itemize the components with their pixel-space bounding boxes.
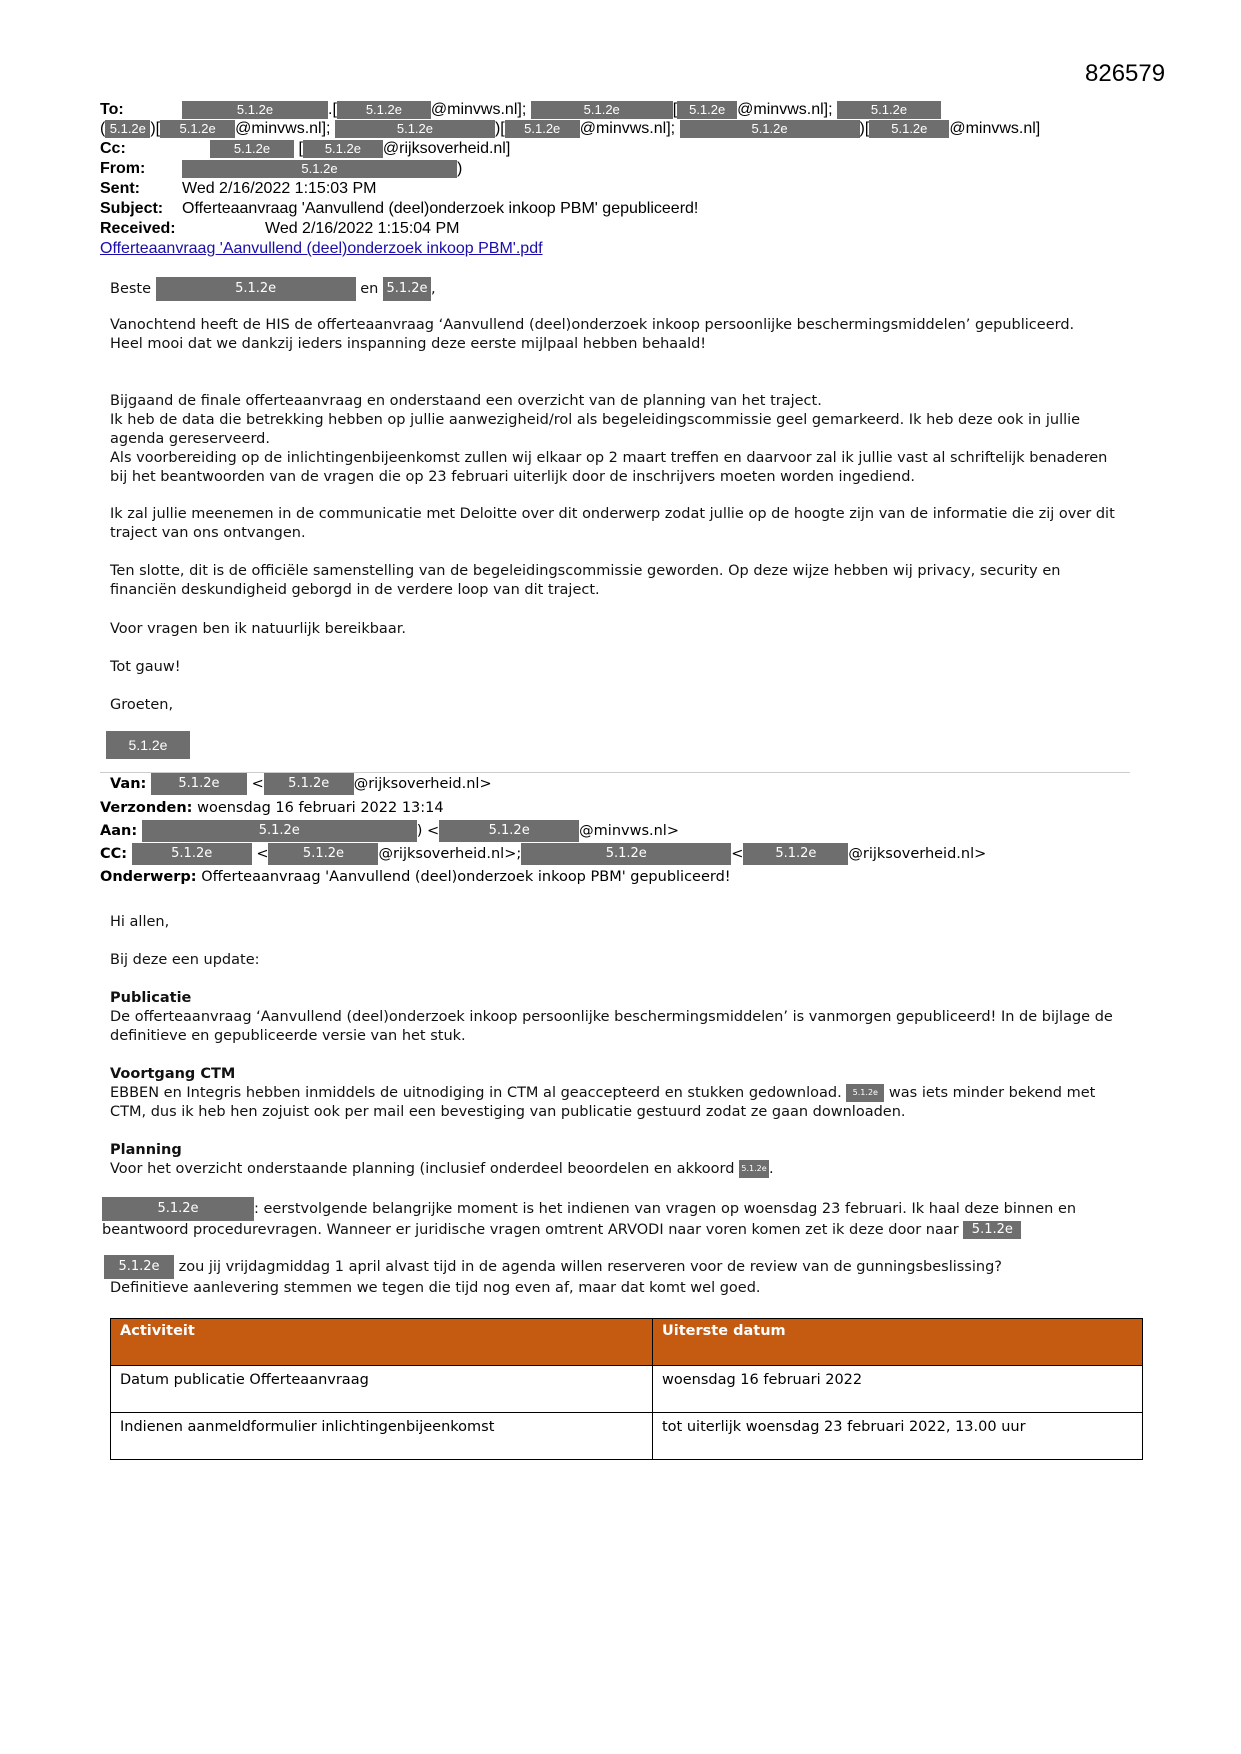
column-header-activiteit: Activiteit [111, 1319, 653, 1366]
cc-separator: < [731, 846, 744, 862]
redaction-box: 5.1.2e [963, 1221, 1021, 1239]
redaction-box: 5.1.2e [142, 820, 417, 842]
paragraph-text: Vanochtend heeft de HIS de offerteaanvraag ‘Aanvullend (deel)onderzoek inkoop persoonlijke beschermingsmiddelen’ gepubliceerd. [110, 317, 1075, 333]
paragraph-text: Voor vragen ben ik natuurlijk bereikbaar. [110, 621, 406, 637]
to-separator: .[ [328, 101, 337, 118]
to-separator: )[ [859, 120, 870, 137]
table-cell: tot uiterlijk woensdag 23 februari 2022, 13.00 uur [653, 1413, 1143, 1460]
aan-label: Aan: [100, 823, 138, 839]
subject-row [100, 199, 698, 219]
section-heading: Publicatie [110, 990, 192, 1006]
planning-table [110, 1318, 1143, 1460]
table-cell: woensdag 16 februari 2022 [653, 1366, 1143, 1413]
redaction-box: 5.1.2e [521, 843, 731, 865]
cc-label: Cc: [100, 140, 126, 157]
email-domain: @minvws.nl]; [235, 120, 331, 137]
cc-forward-row [100, 843, 986, 866]
fwd-greeting [110, 913, 1125, 932]
redaction-box: 5.1.2e [151, 773, 247, 795]
redaction-box: 5.1.2e [505, 120, 580, 138]
onderwerp-label: Onderwerp: [100, 869, 197, 885]
redaction-box: 5.1.2e [132, 843, 252, 865]
signature [106, 731, 190, 759]
planning-line-2 [104, 1255, 1134, 1298]
cc-separator: < [256, 846, 269, 862]
paragraph-text: De offerteaanvraag ‘Aanvullend (deel)onderzoek inkoop persoonlijke beschermingsmiddelen’ is vanmorgen gepubliceerd! In de bijlage de definitieve en gepubliceerde versie van het stuk. [110, 1009, 1113, 1044]
paragraph-text: Hi allen, [110, 914, 170, 930]
paragraph-text: Bijgaand de finale offerteaanvraag en onderstaand een overzicht van de planning van het traject. [110, 393, 822, 409]
redaction-box: 5.1.2e [846, 1084, 884, 1102]
redaction-box: 5.1.2e [337, 101, 431, 119]
paragraph-text: Groeten, [110, 697, 174, 713]
redaction-box: 5.1.2e [210, 140, 294, 158]
paragraph-2 [110, 392, 1125, 487]
email-domain: @minvws.nl]; [737, 101, 833, 118]
document-number: 826579 [1085, 60, 1166, 87]
aan-domain: @minvws.nl> [579, 823, 679, 839]
attachment-row [100, 239, 543, 259]
verzonden-row [100, 797, 444, 820]
received-value: Wed 2/16/2022 1:15:04 PM [265, 220, 460, 237]
from-row [100, 159, 462, 179]
paragraph-text [110, 1084, 1125, 1122]
redaction-box: 5.1.2e [268, 843, 378, 865]
planning-line-1 [102, 1197, 1132, 1240]
section-heading: Voortgang CTM [110, 1066, 236, 1082]
received-row [100, 219, 460, 239]
redaction-box: 5.1.2e [106, 731, 190, 759]
cc-domain: @rijksoverheid.nl> [848, 846, 987, 862]
plan-text-end: . [769, 1161, 774, 1177]
cc-row [100, 139, 510, 159]
redaction-box: 5.1.2e [102, 1197, 254, 1221]
redaction-box: 5.1.2e [182, 101, 328, 119]
paragraph-4 [110, 562, 1125, 600]
ctm-text: was iets minder bekend met CTM, dus ik heb hen zojuist ook per mail een bevestiging van publicatie gestuurd zodat ze gaan downloaden. [110, 1085, 1096, 1120]
table-cell: Datum publicatie Offerteaanvraag [111, 1366, 653, 1413]
sent-value: Wed 2/16/2022 1:15:03 PM [182, 180, 377, 197]
van-label: Van: [110, 776, 147, 792]
paragraph-text [104, 1255, 1134, 1279]
from-separator: ) [457, 160, 463, 177]
cc-forward-label: CC: [100, 846, 128, 862]
cc-domain: @rijksoverheid.nl>; [378, 846, 522, 862]
planning-text: zou jij vrijdagmiddag 1 april alvast tijd in de agenda willen reserveren voor de review van de gunningsbeslissing? [178, 1259, 1002, 1275]
verzonden-value: woensdag 16 februari 2022 13:14 [197, 800, 444, 816]
redaction-box: 5.1.2e [739, 1160, 769, 1178]
section-ctm [110, 1065, 1125, 1122]
table-header-row [111, 1319, 1143, 1366]
email-domain: @minvws.nl]; [579, 120, 676, 137]
redaction-box: 5.1.2e [104, 1255, 174, 1279]
greeting-and: en [360, 281, 379, 297]
cc-separator: [ [298, 140, 303, 157]
from-label: From: [100, 160, 146, 177]
paragraph-5 [110, 620, 1125, 639]
email-domain: @rijksoverheid.nl] [382, 140, 511, 157]
van-domain: @rijksoverheid.nl> [353, 776, 492, 792]
to-separator: )[ [494, 120, 505, 137]
redaction-box: 5.1.2e [182, 160, 457, 178]
paragraph-text: Ik zal jullie meenemen in de communicatie met Deloitte over dit onderwerp zodat jullie op de hoogte zijn van de informatie die zij over dit traject van ons ontvangen. [110, 506, 1115, 541]
section-heading: Planning [110, 1142, 182, 1158]
paragraph-text [110, 1160, 1125, 1179]
subject-label: Subject: [100, 200, 164, 217]
redaction-box: 5.1.2e [869, 120, 949, 138]
greeting-text: Beste [110, 281, 152, 297]
sent-label: Sent: [100, 180, 140, 197]
paragraph-text: Als voorbereiding op de inlichtingenbijeenkomst zullen wij elkaar op 2 maart treffen en daarvoor zal ik jullie vast al schriftelijk benaderen bij het beantwoorden van de vragen die op 23 februari uiterlijk door de inschrijvers moeten worden ingediend. [110, 450, 1108, 485]
paragraph-6 [110, 658, 1125, 677]
aan-separator: ) < [416, 823, 440, 839]
redaction-box: 5.1.2e [680, 120, 860, 138]
received-label: Received: [100, 220, 176, 237]
redaction-box: 5.1.2e [156, 277, 356, 301]
ctm-text: EBBEN en Integris hebben inmiddels de uitnodiging in CTM al geaccepteerd en stukken gedownload. [110, 1085, 842, 1101]
table-cell: Indienen aanmeldformulier inlichtingenbijeenkomst [111, 1413, 653, 1460]
verzonden-label: Verzonden: [100, 800, 193, 816]
attachment-link[interactable]: Offerteaanvraag 'Aanvullend (deel)onderzoek inkoop PBM'.pdf [100, 240, 543, 257]
paragraph-text: Ten slotte, dit is de officiële samenstelling van de begeleidingscommissie geworden. Op deze wijze hebben wij privacy, security en financiën deskundigheid geborgd in de verdere loop van dit traject. [110, 563, 1061, 598]
paragraph-text: Ik heb de data die betrekking hebben op jullie aanwezigheid/rol als begeleidingscommissie geel gemarkeerd. Ik heb deze ook in jullie agenda gereserveerd. [110, 412, 1081, 447]
redaction-box: 5.1.2e [264, 773, 354, 795]
redaction-box: 5.1.2e [335, 120, 495, 138]
planning-text: Definitieve aanlevering stemmen we tegen die tijd nog even af, maar dat komt wel goed. [110, 1280, 761, 1296]
greeting-end: , [430, 281, 436, 297]
van-row [110, 773, 492, 796]
planning-text: : eerstvolgende belangrijke moment is het indienen van vragen op woensdag 23 februari. Ik haal deze binnen en beantwoord procedurevragen. Wanneer er juridische vragen omtrent ARVODI naar voren komen zet ik deze door naar [102, 1201, 1077, 1238]
redaction-box: 5.1.2e [439, 820, 579, 842]
redaction-box: 5.1.2e [531, 101, 673, 119]
van-separator: < [251, 776, 264, 792]
greeting [110, 277, 1125, 301]
paragraph-3 [110, 505, 1125, 543]
redaction-box: 5.1.2e [303, 140, 383, 158]
email-domain: @minvws.nl] [949, 120, 1041, 137]
paragraph-1 [110, 316, 1125, 354]
to-separator: [ [672, 101, 678, 118]
redaction-box: 5.1.2e [677, 101, 737, 119]
paragraph-text: Tot gauw! [110, 659, 181, 675]
redaction-box: 5.1.2e [105, 120, 150, 138]
onderwerp-row [100, 866, 731, 889]
to-separator: ( [100, 120, 106, 137]
onderwerp-value: Offerteaanvraag 'Aanvullend (deel)onderzoek inkoop PBM' gepubliceerd! [201, 869, 731, 885]
section-planning [110, 1141, 1125, 1179]
redaction-box: 5.1.2e [743, 843, 848, 865]
column-header-uiterste-datum: Uiterste datum [653, 1319, 1143, 1366]
redaction-box: 5.1.2e [837, 101, 941, 119]
to-row-2 [100, 119, 1040, 139]
fwd-intro [110, 951, 1125, 970]
aan-row [100, 820, 679, 843]
table-row [111, 1366, 1143, 1413]
section-publicatie [110, 989, 1125, 1046]
redaction-box: 5.1.2e [383, 277, 431, 301]
paragraph-text: Heel mooi dat we dankzij ieders inspanning deze eerste mijlpaal hebben behaald! [110, 336, 707, 352]
to-separator: )[ [150, 120, 161, 137]
to-row-1 [100, 100, 941, 120]
email-domain: @minvws.nl]; [430, 101, 527, 118]
plan-text: Voor het overzicht onderstaande planning (inclusief onderdeel beoordelen en akkoord [110, 1161, 735, 1177]
subject-value: Offerteaanvraag 'Aanvullend (deel)onderzoek inkoop PBM' gepubliceerd! [182, 200, 699, 217]
paragraph-7 [110, 696, 1125, 715]
paragraph-text [102, 1197, 1132, 1240]
table-row [111, 1413, 1143, 1460]
redaction-box: 5.1.2e [160, 120, 235, 138]
sent-row [100, 179, 377, 199]
to-label: To: [100, 101, 124, 118]
paragraph-text: Bij deze een update: [110, 952, 260, 968]
